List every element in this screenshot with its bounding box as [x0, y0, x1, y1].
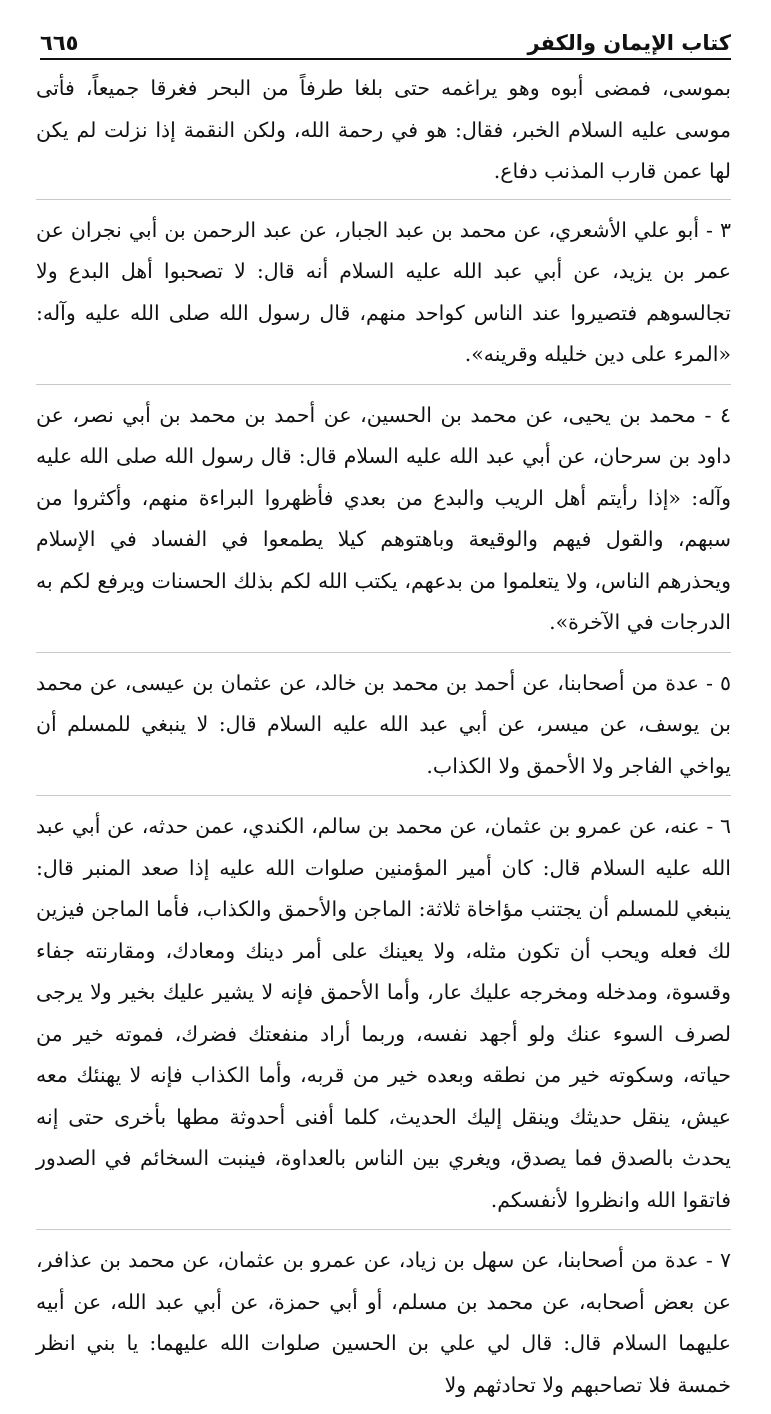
divider — [36, 795, 731, 796]
divider — [36, 1229, 731, 1230]
divider — [36, 384, 731, 385]
page-header — [40, 28, 731, 60]
hadith-5: ٥ - عدة من أصحابنا، عن أحمد بن محمد بن خالد، عن عثمان بن عيسى، عن محمد بن يوسف، عن ميسر، عن أبي عبد الله عليه السلام قال: لا ينبغي للمسلم أن يواخي الفاجر ولا الأحمق ولا الكذاب. — [36, 670, 731, 778]
divider — [36, 652, 731, 653]
hadith-7: ٧ - عدة من أصحابنا، عن سهل بن زياد، عن عمرو بن عثمان، عن محمد بن عذافر، عن بعض أصحابه، عن محمد بن مسلم، أو أبي حمزة، عن أبي عبد الله، عن أبيه عليهما السلام قال: قال لي علي بن الحسين صلوات الله عليهما: يا بني انظر خمسة فلا تصاحبهم ولا تحادثهم ولا — [36, 1248, 731, 1397]
hadith-6: ٦ - عنه، عن عمرو بن عثمان، عن محمد بن سالم، الكندي، عمن حدثه، عن أبي عبد الله عليه السلام قال: كان أمير المؤمنين صلوات الله عليه إذا صعد المنبر قال: ينبغي للمسلم أن يجتنب مؤاخاة ثلاثة: الماجن والأحمق والكذاب، فأما الماجن فيزين لك فعله ويحب أن تكون مثله، ولا يعينك على أمر دينك ومعادك، ومقارنته جفاء وقسوة، ومدخله ومخرجه عليك عار، وأما الأحمق فإنه لا يشير عليك بخير ولا يرجى لصرف السوء عنك ولو أجهد نفسه، وربما أراد منفعتك فضرك، فموته خير من حياته، وسكوته خير من نطقه وبعده خير من قربه، وأما الكذاب فإنه لا يهنئك معه عيش، ينقل حديثك وينقل إليك الحديث، كلما أفنى أحدوثة مطها بأخرى حتى إنه يحدث بالصدق فما يصدق، ويغري بين الناس بالعداوة، فينبت السخائم في الصدور فاتقوا الله وانظروا لأنفسكم. — [36, 814, 731, 1212]
hadith-4: ٤ - محمد بن يحيى، عن محمد بن الحسين، عن أحمد بن محمد بن أبي نصر، عن داود بن سرحان، عن أبي عبد الله عليه السلام قال: قال رسول الله صلى الله عليه وآله: «إذا رأيتم أهل الريب والبدع من بعدي فأظهروا البراءة منهم، وأكثروا من سبهم، والقول فيهم والوقيعة وباهتوهم كيلا يطمعوا في الفساد في الإسلام ويحذرهم الناس، ولا يتعلموا من بدعهم، يكتب الله لكم بذلك الحسنات ويرفع لكم به الدرجات في الآخرة». — [36, 402, 731, 634]
divider — [36, 199, 731, 200]
hadith-3: ٣ - أبو علي الأشعري، عن محمد بن عبد الجبار، عن عبد الرحمن بن أبي نجران عن عمر بن يزيد، عن أبي عبد الله عليه السلام أنه قال: لا تصحبوا أهل البدع ولا تجالسوهم فتصيروا عند الناس كواحد منهم، قال رسول الله صلى الله عليه وآله: «المرء على دين خليله وقرينه». — [36, 217, 731, 366]
book-title: كتاب الإيمان والكفر — [527, 31, 731, 55]
page-number: ٦٦٥ — [40, 31, 79, 55]
paragraph-continuation: بموسى، فمضى أبوه وهو يراغمه حتى بلغا طرفاً من البحر فغرقا جميعاً، فأتى موسى عليه السلام الخبر، فقال: هو في رحمة الله، ولكن النقمة إذا نزلت لم يكن لها عمن قارب المذنب دفاع. — [36, 76, 731, 183]
page-body — [36, 68, 731, 1414]
